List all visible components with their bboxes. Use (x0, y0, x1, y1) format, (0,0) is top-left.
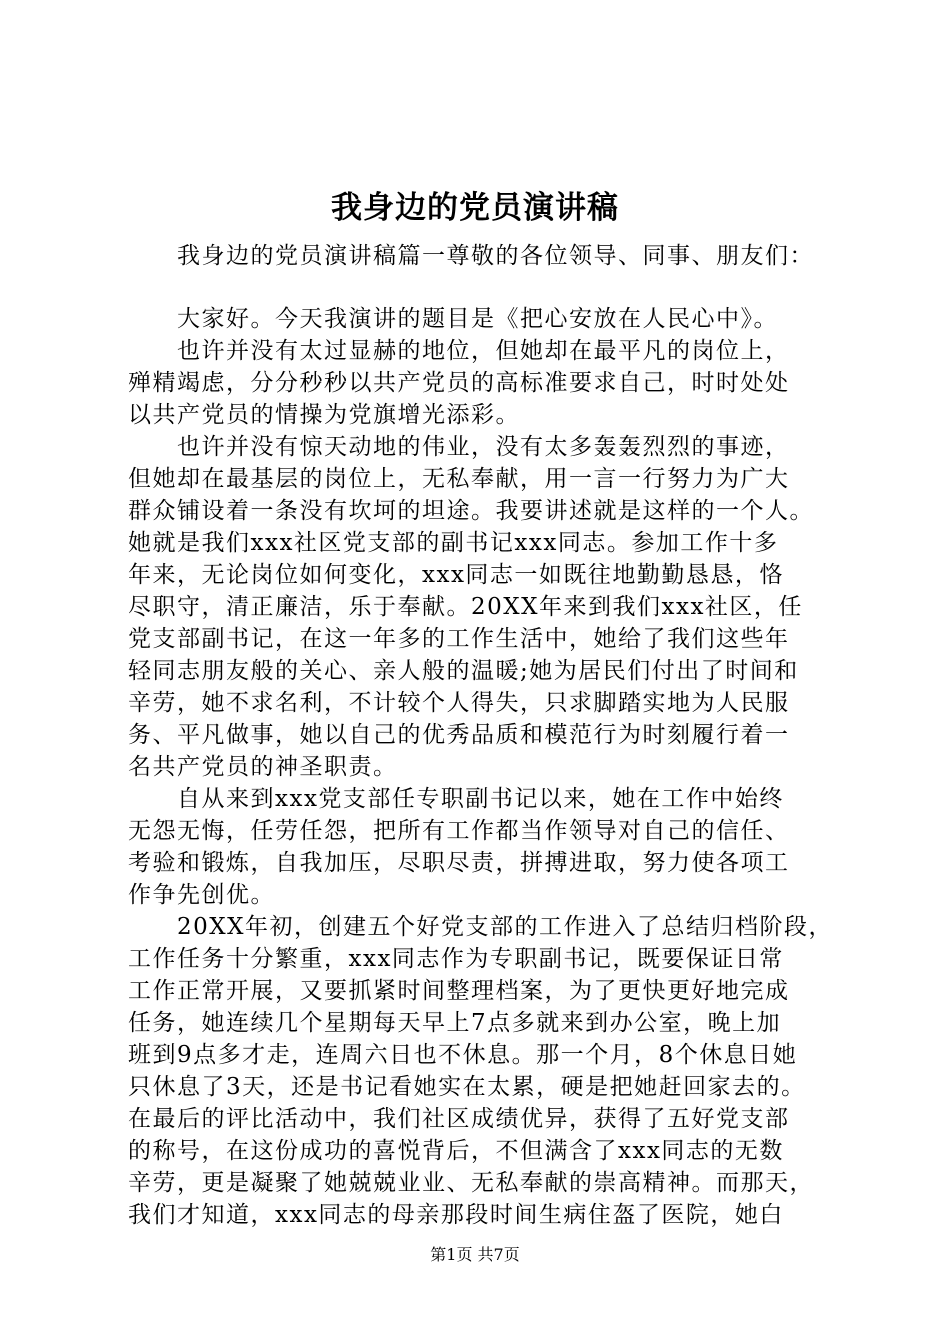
body-line: 党支部副书记，在这一年多的工作生活中，她给了我们这些年 (128, 626, 790, 652)
body-line: 殚精竭虑，分分秒秒以共产党员的高标准要求自己，时时处处 (128, 370, 790, 396)
blank-line (128, 272, 858, 303)
body-line: 作争先创优。 (128, 882, 275, 908)
body-line: 我身边的党员演讲稿篇一尊敬的各位领导、同事、朋友们： (128, 243, 814, 269)
body-line: 也许并没有太过显赫的地位，但她却在最平凡的岗位上， (128, 338, 790, 364)
body-line: 尽职守，清正廉洁，乐于奉献。20XX年来到我们xxx社区，任 (128, 594, 803, 620)
body-line: 但她却在最基层的岗位上，无私奉献，用一言一行努力为广大 (128, 466, 790, 492)
body-line: 我们才知道，xxx同志的母亲那段时间生病住盔了医院，她白 (128, 1202, 784, 1228)
document-title: 我身边的党员演讲稿 (331, 190, 619, 226)
body-line: 只休息了3天，还是书记看她实在太累，硬是把她赶回家去的。 (128, 1074, 806, 1100)
body-line: 在最后的评比活动中，我们社区成绩优异，获得了五好党支部 (128, 1106, 790, 1132)
body-line: 辛劳，更是凝聚了她兢兢业业、无私奉献的崇高精神。而那天， (128, 1170, 814, 1196)
body-line: 工作正常开展，又要抓紧时间整理档案，为了更快更好地完成 (128, 978, 790, 1004)
body-line: 年来，无论岗位如何变化，xxx同志一如既往地勤勤恳恳，恪 (128, 562, 784, 588)
body-line: 考验和锻炼，自我加压，尽职尽责，拼搏进取，努力使各项工 (128, 850, 790, 876)
body-line: 名共产党员的神圣职责。 (128, 754, 398, 780)
body-line: 工作任务十分繁重，xxx同志作为专职副书记，既要保证日常 (128, 946, 784, 972)
page-footer: 第1页 共7页 (430, 1245, 520, 1264)
body-line: 无怨无悔，任劳任怨，把所有工作都当作领导对自己的信任、 (128, 818, 790, 844)
body-line: 辛劳，她不求名利，不计较个人得失，只求脚踏实地为人民服 (128, 690, 790, 716)
document-body (128, 240, 858, 1231)
body-line: 大家好。今天我演讲的题目是《把心安放在人民心中》。 (128, 306, 778, 332)
body-line: 群众铺设着一条没有坎坷的坦途。我要讲述就是这样的一个人。 (128, 498, 814, 524)
body-line: 她就是我们xxx社区党支部的副书记xxx同志。参加工作十多 (128, 530, 779, 556)
body-line: 自从来到xxx党支部任专职副书记以来，她在工作中始终 (128, 786, 784, 812)
body-line: 任务，她连续几个星期每天早上7点多就来到办公室，晚上加 (128, 1010, 782, 1036)
body-line: 的称号，在这份成功的喜悦背后，不但满含了xxx同志的无数 (128, 1138, 784, 1164)
body-line: 也许并没有惊天动地的伟业，没有太多轰轰烈烈的事迹， (128, 434, 790, 460)
body-line: 以共产党员的情操为党旗增光添彩。 (128, 402, 520, 428)
body-line: 轻同志朋友般的关心、亲人般的温暖;她为居民们付出了时间和 (128, 658, 799, 684)
body-line: 20XX年初，创建五个好党支部的工作进入了总结归档阶段， (128, 914, 834, 940)
body-line: 务、平凡做事，她以自己的优秀品质和模范行为时刻履行着一 (128, 722, 790, 748)
body-line: 班到9点多才走，连周六日也不休息。那一个月，8个休息日她 (128, 1042, 798, 1068)
